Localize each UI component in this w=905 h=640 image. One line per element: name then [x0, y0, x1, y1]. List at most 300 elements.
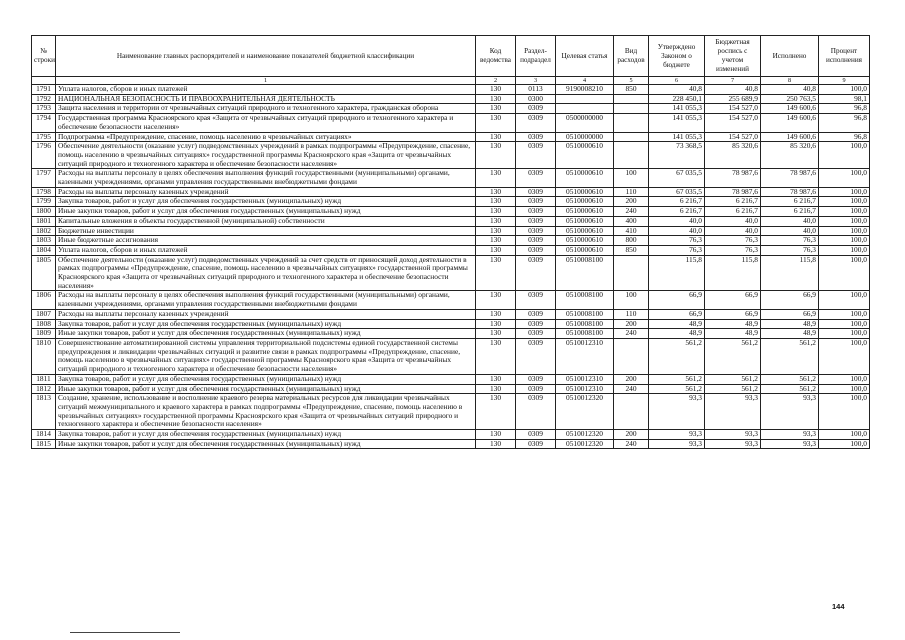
table-row	[32, 329, 870, 339]
row-executed-amount: 66,9	[761, 291, 819, 309]
table-row	[32, 94, 870, 104]
row-approved-amount: 141 055,3	[649, 132, 705, 142]
row-number: 1803	[32, 236, 56, 246]
row-planned-amount: 6 216,7	[705, 207, 761, 217]
row-expense-type: 240	[614, 329, 649, 339]
row-expense-type: 410	[614, 226, 649, 236]
row-planned-amount: 93,3	[705, 439, 761, 449]
row-target-code: 0510000610	[556, 187, 614, 197]
row-planned-amount: 561,2	[705, 338, 761, 374]
row-section-code: 0309	[516, 207, 556, 217]
header-dept: Код ведомства	[476, 36, 516, 77]
row-name: Иные закупки товаров, работ и услуг для обеспечения государственных (муниципальных) нужд	[56, 384, 476, 394]
row-expense-type: 100	[614, 169, 649, 187]
row-number: 1795	[32, 132, 56, 142]
table-row	[32, 197, 870, 207]
row-dept-code: 130	[476, 329, 516, 339]
row-expense-type: 110	[614, 187, 649, 197]
row-section-code: 0300	[516, 94, 556, 104]
row-planned-amount: 93,3	[705, 394, 761, 430]
row-approved-amount: 66,9	[649, 309, 705, 319]
row-expense-type	[614, 255, 649, 291]
row-target-code: 0510008100	[556, 329, 614, 339]
row-executed-amount: 250 763,5	[761, 94, 819, 104]
row-number: 1813	[32, 394, 56, 430]
row-planned-amount: 154 527,0	[705, 104, 761, 114]
row-dept-code: 130	[476, 374, 516, 384]
row-planned-amount: 6 216,7	[705, 197, 761, 207]
table-row	[32, 169, 870, 187]
row-percent: 100,0	[819, 329, 870, 339]
row-executed-amount: 85 320,6	[761, 142, 819, 169]
header-num: № строки	[32, 36, 56, 77]
row-dept-code: 130	[476, 94, 516, 104]
row-name: Капитальные вложения в объекты государственной (муниципальной) собственности	[56, 216, 476, 226]
row-expense-type: 200	[614, 430, 649, 440]
row-percent: 100,0	[819, 236, 870, 246]
row-expense-type: 100	[614, 291, 649, 309]
row-number: 1810	[32, 338, 56, 374]
row-approved-amount: 93,3	[649, 394, 705, 430]
column-number: 7	[705, 77, 761, 85]
row-dept-code: 130	[476, 226, 516, 236]
row-planned-amount: 40,0	[705, 216, 761, 226]
row-dept-code: 130	[476, 338, 516, 374]
row-executed-amount: 48,9	[761, 329, 819, 339]
row-expense-type: 850	[614, 85, 649, 95]
budget-table	[31, 35, 870, 449]
header-target: Целевая статья	[556, 36, 614, 77]
row-approved-amount: 561,2	[649, 374, 705, 384]
row-target-code	[556, 94, 614, 104]
page-number: 144	[832, 602, 845, 611]
row-expense-type	[614, 94, 649, 104]
row-name: Защита населения и территории от чрезвычайных ситуаций природного и техногенного характера, гражданская оборона	[56, 104, 476, 114]
row-percent: 100,0	[819, 169, 870, 187]
row-target-code: 0510008100	[556, 319, 614, 329]
row-percent: 100,0	[819, 338, 870, 374]
table-row	[32, 255, 870, 291]
row-executed-amount: 78 987,6	[761, 187, 819, 197]
row-target-code: 0510000610	[556, 142, 614, 169]
row-expense-type	[614, 132, 649, 142]
row-approved-amount: 93,3	[649, 430, 705, 440]
row-expense-type	[614, 394, 649, 430]
row-expense-type: 200	[614, 374, 649, 384]
row-number: 1808	[32, 319, 56, 329]
row-expense-type	[614, 338, 649, 374]
row-number: 1798	[32, 187, 56, 197]
row-executed-amount: 40,8	[761, 85, 819, 95]
row-expense-type: 240	[614, 207, 649, 217]
row-section-code: 0309	[516, 114, 556, 132]
row-number: 1797	[32, 169, 56, 187]
row-percent: 96,8	[819, 132, 870, 142]
table-row	[32, 187, 870, 197]
row-dept-code: 130	[476, 236, 516, 246]
row-number: 1792	[32, 94, 56, 104]
row-expense-type: 850	[614, 245, 649, 255]
row-approved-amount: 40,0	[649, 226, 705, 236]
row-executed-amount: 6 216,7	[761, 207, 819, 217]
row-planned-amount: 561,2	[705, 374, 761, 384]
table-row	[32, 309, 870, 319]
row-planned-amount: 76,3	[705, 245, 761, 255]
row-dept-code: 130	[476, 394, 516, 430]
row-expense-type: 400	[614, 216, 649, 226]
row-planned-amount: 78 987,6	[705, 169, 761, 187]
table-row	[32, 85, 870, 95]
row-name: Создание, хранение, использование и восполнение краевого резерва материальных ресурсов для ликвидации чрезвычайных ситуаций межмуниципального и краевого характера в рамках подпрограммы «Предупреждение, спасение, помощь населению в чрезвычайных ситуациях» государственной программы Красноярского края «Защита от чрезвычайных ситуаций природного и техногенного характера и обеспечение безопасности населения»	[56, 394, 476, 430]
row-planned-amount: 66,9	[705, 309, 761, 319]
row-dept-code: 130	[476, 169, 516, 187]
row-section-code: 0309	[516, 430, 556, 440]
row-executed-amount: 115,8	[761, 255, 819, 291]
row-percent: 100,0	[819, 255, 870, 291]
row-section-code: 0309	[516, 255, 556, 291]
row-executed-amount: 93,3	[761, 394, 819, 430]
row-approved-amount: 115,8	[649, 255, 705, 291]
row-dept-code: 130	[476, 430, 516, 440]
column-number: 1	[56, 77, 476, 85]
header-percent: Процент исполнения	[819, 36, 870, 77]
row-percent: 96,8	[819, 114, 870, 132]
row-section-code: 0309	[516, 226, 556, 236]
row-name: Обеспечение деятельности (оказание услуг) подведомственных учреждений в рамках подпрограммы «Предупреждение, спасение, помощь населению в чрезвычайных ситуациях» государственной программы Красноярского края «Защита от чрезвычайных ситуаций природного и техногенного характера и обеспечение безопасности населения»	[56, 142, 476, 169]
table-body	[32, 85, 870, 449]
header-planned: Бюджетная роспись с учетом изменений	[705, 36, 761, 77]
row-expense-type: 240	[614, 439, 649, 449]
row-target-code: 0510012320	[556, 439, 614, 449]
row-section-code: 0309	[516, 132, 556, 142]
row-planned-amount: 154 527,0	[705, 132, 761, 142]
row-executed-amount: 561,2	[761, 374, 819, 384]
row-planned-amount: 40,8	[705, 85, 761, 95]
row-target-code: 9190008210	[556, 85, 614, 95]
row-target-code: 0510008100	[556, 309, 614, 319]
row-section-code: 0309	[516, 245, 556, 255]
row-percent: 98,1	[819, 94, 870, 104]
row-executed-amount: 40,0	[761, 216, 819, 226]
row-approved-amount: 141 055,3	[649, 114, 705, 132]
row-name: Закупка товаров, работ и услуг для обеспечения государственных (муниципальных) нужд	[56, 430, 476, 440]
row-number: 1793	[32, 104, 56, 114]
row-dept-code: 130	[476, 114, 516, 132]
row-executed-amount: 149 600,6	[761, 114, 819, 132]
row-percent: 100,0	[819, 187, 870, 197]
row-percent: 100,0	[819, 319, 870, 329]
row-approved-amount: 93,3	[649, 439, 705, 449]
row-approved-amount: 67 035,5	[649, 169, 705, 187]
row-target-code: 0510012310	[556, 374, 614, 384]
row-number: 1801	[32, 216, 56, 226]
table-row	[32, 132, 870, 142]
row-expense-type	[614, 142, 649, 169]
row-dept-code: 130	[476, 85, 516, 95]
header-section: Раздел-подраздел	[516, 36, 556, 77]
table-row	[32, 142, 870, 169]
footer-divider	[70, 632, 180, 633]
row-dept-code: 130	[476, 197, 516, 207]
row-name: Уплата налогов, сборов и иных платежей	[56, 85, 476, 95]
row-percent: 100,0	[819, 207, 870, 217]
row-planned-amount: 154 527,0	[705, 114, 761, 132]
row-section-code: 0309	[516, 104, 556, 114]
row-number: 1811	[32, 374, 56, 384]
column-number-row	[32, 77, 870, 85]
row-section-code: 0309	[516, 142, 556, 169]
row-dept-code: 130	[476, 216, 516, 226]
row-planned-amount: 115,8	[705, 255, 761, 291]
row-dept-code: 130	[476, 309, 516, 319]
row-approved-amount: 40,0	[649, 216, 705, 226]
row-section-code: 0309	[516, 291, 556, 309]
row-name: Совершенствование автоматизированной системы управления территориальной подсистемы единой государственной системы предупреждения и ликвидации чрезвычайных ситуаций и развитие связи в рамках подпрограммы «Предупреждение, спасение, помощь населению в чрезвычайных ситуациях» государственной программы Красноярского края «Защита от чрезвычайных ситуаций природного и техногенного характера и обеспечение безопасности населения»	[56, 338, 476, 374]
row-section-code: 0309	[516, 319, 556, 329]
row-percent: 100,0	[819, 142, 870, 169]
row-target-code: 0510000610	[556, 207, 614, 217]
header-approved: Утверждено Законом о бюджете	[649, 36, 705, 77]
row-number: 1796	[32, 142, 56, 169]
row-approved-amount: 66,9	[649, 291, 705, 309]
header-name: Наименование главных распорядителей и наименование показателей бюджетной классификации	[56, 36, 476, 77]
header-row	[32, 36, 870, 77]
row-target-code: 0510000610	[556, 216, 614, 226]
row-planned-amount: 85 320,6	[705, 142, 761, 169]
row-name: Государственная программа Красноярского края «Защита от чрезвычайных ситуаций природного и техногенного характера и обеспечение безопасности населения»	[56, 114, 476, 132]
row-expense-type: 200	[614, 319, 649, 329]
row-approved-amount: 561,2	[649, 384, 705, 394]
row-percent: 100,0	[819, 226, 870, 236]
row-name: Обеспечение деятельности (оказание услуг) подведомственных учреждений за счет средств от приносящей доход деятельности в рамках подпрограммы «Предупреждение, спасение, помощь населению в чрезвычайных ситуациях» государственной программы Красноярского края «Защита от чрезвычайных ситуаций природного и техногенного характера и обеспечение безопасности населения»	[56, 255, 476, 291]
row-section-code: 0309	[516, 338, 556, 374]
row-executed-amount: 149 600,6	[761, 104, 819, 114]
row-approved-amount: 48,9	[649, 329, 705, 339]
table-row	[32, 104, 870, 114]
row-section-code: 0309	[516, 394, 556, 430]
table-row	[32, 236, 870, 246]
row-section-code: 0309	[516, 309, 556, 319]
row-target-code: 0510012310	[556, 384, 614, 394]
table-row	[32, 439, 870, 449]
column-number: 4	[556, 77, 614, 85]
row-planned-amount: 78 987,6	[705, 187, 761, 197]
column-number: 8	[761, 77, 819, 85]
row-section-code: 0113	[516, 85, 556, 95]
row-executed-amount: 48,9	[761, 319, 819, 329]
row-dept-code: 130	[476, 255, 516, 291]
row-number: 1802	[32, 226, 56, 236]
table-row	[32, 384, 870, 394]
table-row	[32, 430, 870, 440]
row-name: Расходы на выплаты персоналу в целях обеспечения выполнения функций государственными (муниципальными) органами, казенными учреждениями, органами управления государственными внебюджетными фондами	[56, 291, 476, 309]
row-name: Иные закупки товаров, работ и услуг для обеспечения государственных (муниципальных) нужд	[56, 207, 476, 217]
row-executed-amount: 561,2	[761, 338, 819, 374]
table-row	[32, 374, 870, 384]
row-target-code: 0510000610	[556, 197, 614, 207]
row-name: НАЦИОНАЛЬНАЯ БЕЗОПАСНОСТЬ И ПРАВООХРАНИТЕЛЬНАЯ ДЕЯТЕЛЬНОСТЬ	[56, 94, 476, 104]
row-expense-type: 240	[614, 384, 649, 394]
row-section-code: 0309	[516, 187, 556, 197]
row-planned-amount: 561,2	[705, 384, 761, 394]
row-executed-amount: 78 987,6	[761, 169, 819, 187]
row-approved-amount: 141 055,3	[649, 104, 705, 114]
row-number: 1814	[32, 430, 56, 440]
row-target-code: 0510000000	[556, 132, 614, 142]
row-planned-amount: 48,9	[705, 329, 761, 339]
row-percent: 100,0	[819, 309, 870, 319]
row-target-code: 0510000610	[556, 169, 614, 187]
row-percent: 100,0	[819, 85, 870, 95]
row-name: Расходы на выплаты персоналу в целях обеспечения выполнения функций государственными (муниципальными) органами, казенными учреждениями, органами управления государственными внебюджетными фондами	[56, 169, 476, 187]
row-executed-amount: 66,9	[761, 309, 819, 319]
row-name: Уплата налогов, сборов и иных платежей	[56, 245, 476, 255]
row-number: 1805	[32, 255, 56, 291]
row-section-code: 0309	[516, 439, 556, 449]
row-target-code: 0510000610	[556, 226, 614, 236]
row-approved-amount: 228 450,1	[649, 94, 705, 104]
column-number: 6	[649, 77, 705, 85]
row-planned-amount: 40,0	[705, 226, 761, 236]
row-target-code: 0510008100	[556, 291, 614, 309]
row-number: 1804	[32, 245, 56, 255]
row-section-code: 0309	[516, 169, 556, 187]
row-target-code: 0510000610	[556, 245, 614, 255]
column-number	[32, 77, 56, 85]
row-name: Иные закупки товаров, работ и услуг для обеспечения государственных (муниципальных) нужд	[56, 329, 476, 339]
header-executed: Исполнено	[761, 36, 819, 77]
row-executed-amount: 149 600,6	[761, 132, 819, 142]
header-exptype: Вид расходов	[614, 36, 649, 77]
row-target-code	[556, 104, 614, 114]
row-percent: 100,0	[819, 216, 870, 226]
table-row	[32, 114, 870, 132]
table-row	[32, 245, 870, 255]
row-percent: 100,0	[819, 291, 870, 309]
row-approved-amount: 48,9	[649, 319, 705, 329]
row-executed-amount: 76,3	[761, 245, 819, 255]
row-section-code: 0309	[516, 236, 556, 246]
row-number: 1806	[32, 291, 56, 309]
column-number: 9	[819, 77, 870, 85]
row-planned-amount: 93,3	[705, 430, 761, 440]
row-number: 1800	[32, 207, 56, 217]
row-section-code: 0309	[516, 374, 556, 384]
row-target-code: 0510008100	[556, 255, 614, 291]
column-number: 3	[516, 77, 556, 85]
row-dept-code: 130	[476, 439, 516, 449]
row-approved-amount: 6 216,7	[649, 197, 705, 207]
row-approved-amount: 76,3	[649, 236, 705, 246]
row-approved-amount: 561,2	[649, 338, 705, 374]
row-percent: 100,0	[819, 384, 870, 394]
row-section-code: 0309	[516, 384, 556, 394]
row-executed-amount: 561,2	[761, 384, 819, 394]
row-target-code: 0510012320	[556, 430, 614, 440]
row-dept-code: 130	[476, 142, 516, 169]
row-dept-code: 130	[476, 187, 516, 197]
row-name: Бюджетные инвестиции	[56, 226, 476, 236]
row-section-code: 0309	[516, 216, 556, 226]
row-target-code: 0510000610	[556, 236, 614, 246]
row-dept-code: 130	[476, 132, 516, 142]
row-name: Закупка товаров, работ и услуг для обеспечения государственных (муниципальных) нужд	[56, 319, 476, 329]
table-row	[32, 216, 870, 226]
row-expense-type: 110	[614, 309, 649, 319]
row-executed-amount: 40,0	[761, 226, 819, 236]
row-target-code: 0500000000	[556, 114, 614, 132]
row-number: 1809	[32, 329, 56, 339]
row-target-code: 0510012310	[556, 338, 614, 374]
row-number: 1812	[32, 384, 56, 394]
table-row	[32, 319, 870, 329]
row-expense-type	[614, 114, 649, 132]
row-number: 1794	[32, 114, 56, 132]
row-dept-code: 130	[476, 319, 516, 329]
table-row	[32, 338, 870, 374]
row-approved-amount: 6 216,7	[649, 207, 705, 217]
row-executed-amount: 93,3	[761, 430, 819, 440]
row-number: 1807	[32, 309, 56, 319]
row-planned-amount: 255 689,9	[705, 94, 761, 104]
row-expense-type: 800	[614, 236, 649, 246]
row-percent: 100,0	[819, 245, 870, 255]
row-section-code: 0309	[516, 197, 556, 207]
row-section-code: 0309	[516, 329, 556, 339]
table-row	[32, 207, 870, 217]
row-dept-code: 130	[476, 291, 516, 309]
row-planned-amount: 48,9	[705, 319, 761, 329]
row-approved-amount: 67 035,5	[649, 187, 705, 197]
row-name: Закупка товаров, работ и услуг для обеспечения государственных (муниципальных) нужд	[56, 197, 476, 207]
row-name: Расходы на выплаты персоналу казенных учреждений	[56, 187, 476, 197]
row-target-code: 0510012320	[556, 394, 614, 430]
row-executed-amount: 6 216,7	[761, 197, 819, 207]
row-executed-amount: 93,3	[761, 439, 819, 449]
row-percent: 100,0	[819, 374, 870, 384]
row-planned-amount: 76,3	[705, 236, 761, 246]
row-number: 1799	[32, 197, 56, 207]
table-row	[32, 291, 870, 309]
row-name: Закупка товаров, работ и услуг для обеспечения государственных (муниципальных) нужд	[56, 374, 476, 384]
row-number: 1791	[32, 85, 56, 95]
column-number: 5	[614, 77, 649, 85]
row-name: Иные бюджетные ассигнования	[56, 236, 476, 246]
row-number: 1815	[32, 439, 56, 449]
row-name: Иные закупки товаров, работ и услуг для обеспечения государственных (муниципальных) нужд	[56, 439, 476, 449]
row-dept-code: 130	[476, 207, 516, 217]
row-planned-amount: 66,9	[705, 291, 761, 309]
table-row	[32, 394, 870, 430]
row-expense-type: 200	[614, 197, 649, 207]
row-percent: 100,0	[819, 394, 870, 430]
row-dept-code: 130	[476, 384, 516, 394]
row-percent: 96,8	[819, 104, 870, 114]
column-number: 2	[476, 77, 516, 85]
row-percent: 100,0	[819, 430, 870, 440]
row-dept-code: 130	[476, 104, 516, 114]
table-row	[32, 226, 870, 236]
row-executed-amount: 76,3	[761, 236, 819, 246]
row-name: Подпрограмма «Предупреждение, спасение, помощь населению в чрезвычайных ситуациях»	[56, 132, 476, 142]
row-approved-amount: 40,8	[649, 85, 705, 95]
row-dept-code: 130	[476, 245, 516, 255]
row-approved-amount: 73 368,5	[649, 142, 705, 169]
row-name: Расходы на выплаты персоналу казенных учреждений	[56, 309, 476, 319]
row-percent: 100,0	[819, 439, 870, 449]
row-expense-type	[614, 104, 649, 114]
row-percent: 100,0	[819, 197, 870, 207]
